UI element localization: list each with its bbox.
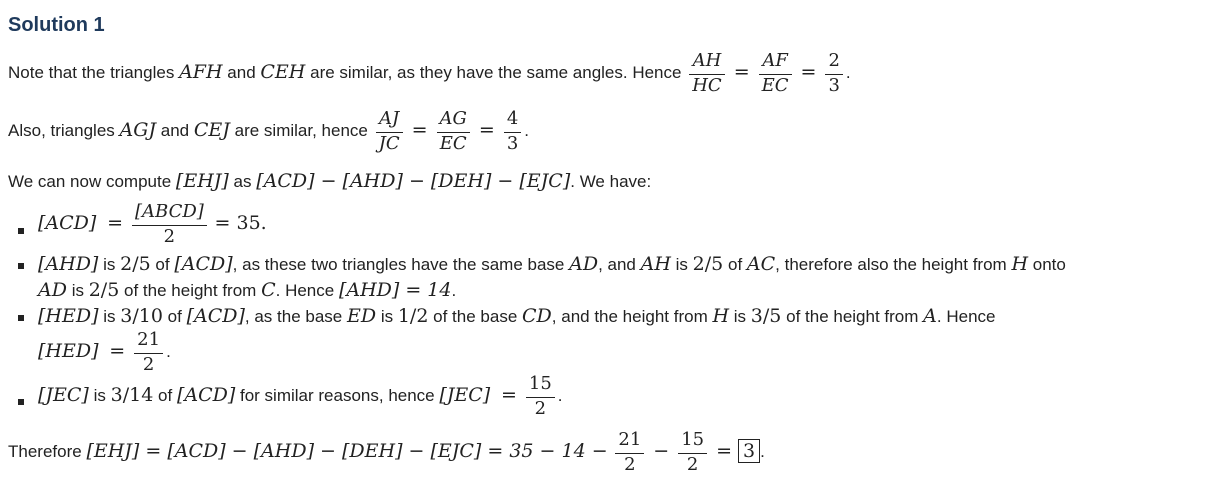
text: , therefore also the height from xyxy=(775,255,1007,274)
math-expression: [ACD] − [AHD] − [DEH] − [EJC] xyxy=(256,170,571,192)
line-final-answer xyxy=(8,430,765,475)
math-number: 2/5 xyxy=(692,253,724,275)
text: of xyxy=(158,386,173,406)
math-expression: [AHD] = 14 xyxy=(338,279,452,301)
period: . xyxy=(557,386,563,406)
math-triangle: CEJ xyxy=(193,119,230,142)
bullet-marker xyxy=(18,228,24,234)
text: is xyxy=(675,255,688,274)
minus: − xyxy=(653,440,670,463)
math-expression: [ACD] xyxy=(176,384,236,407)
math-expression: [EHJ] xyxy=(175,170,229,192)
bullet-marker xyxy=(18,315,24,321)
period: . xyxy=(760,442,765,462)
period: . xyxy=(845,63,851,83)
text: of xyxy=(155,255,170,274)
solution-document xyxy=(8,0,1204,486)
text: onto xyxy=(1032,255,1066,274)
fraction: $\frac{AJ}{JC}$ xyxy=(376,109,403,154)
text: is xyxy=(103,307,116,326)
text: is xyxy=(733,307,747,326)
equals: = xyxy=(716,440,733,463)
math-point: H xyxy=(1011,253,1029,275)
math-segment: AH xyxy=(640,253,671,275)
text: for similar reasons, hence xyxy=(240,386,435,406)
math-triangle: AFH xyxy=(179,61,223,84)
bullet-jec xyxy=(38,374,563,419)
fraction: $\frac{AG}{EC}$ xyxy=(437,109,470,154)
math-expression: [HED] xyxy=(38,305,99,327)
bullet-hed-line2 xyxy=(38,330,171,375)
fraction: $\frac{\text{[ABCD]}}{2}$ xyxy=(132,202,207,247)
math-number: 3/10 xyxy=(120,305,163,327)
equals: = xyxy=(800,61,817,84)
text: of the height from xyxy=(786,307,919,326)
math-expression: [EHJ] = [ACD] − [AHD] − [DEH] − [EJC] = 35 − 14 − xyxy=(86,440,608,463)
math-segment: AD xyxy=(38,279,67,301)
math-expression: [ACD] xyxy=(186,305,245,327)
text: is xyxy=(93,386,106,406)
text: of xyxy=(167,307,182,326)
text: Also, triangles xyxy=(8,121,115,141)
text: of the base xyxy=(433,307,518,326)
fraction: $\frac{4}{3}$ xyxy=(504,109,521,154)
text: , as these two triangles have the same base xyxy=(232,255,565,274)
text: . Hence xyxy=(275,281,335,300)
math-expression: = 35. xyxy=(214,212,267,235)
bullet-ahd-line1 xyxy=(38,253,1066,275)
bullet-acd-area xyxy=(38,202,267,247)
text: , and the height from xyxy=(551,307,708,326)
math-segment: AD xyxy=(569,253,599,275)
solution-heading: Solution 1 xyxy=(8,14,105,36)
equals: = xyxy=(500,384,517,407)
text: Therefore xyxy=(8,442,82,462)
text: are similar, as they have the same angles. Hence xyxy=(310,63,682,83)
math-triangle: CEH xyxy=(260,61,306,84)
bullet-hed-line1 xyxy=(38,305,995,327)
math-number: 3/14 xyxy=(110,384,154,407)
text: . We have: xyxy=(570,172,652,191)
bullet-ahd-line2 xyxy=(38,279,456,301)
text: , as the base xyxy=(244,307,343,326)
math-triangle: AGJ xyxy=(119,119,157,142)
period: . xyxy=(166,342,171,362)
math-segment: ED xyxy=(346,305,377,327)
text: are similar, hence xyxy=(234,121,368,141)
text: of xyxy=(727,255,743,274)
math-expression: [ACD] xyxy=(38,212,97,235)
math-expression: [ACD] xyxy=(174,253,233,275)
text: and xyxy=(160,121,190,141)
text: Note that the triangles xyxy=(8,63,175,83)
text: as xyxy=(233,172,252,191)
fraction: $\frac{15}{2}$ xyxy=(678,430,707,475)
period: . xyxy=(451,281,457,300)
text: of the height from xyxy=(124,281,257,300)
text: . Hence xyxy=(936,307,996,326)
bullet-marker xyxy=(18,263,24,269)
equals: = xyxy=(107,212,123,235)
text: is xyxy=(380,307,394,326)
fraction: $\frac{AF}{EC}$ xyxy=(759,51,792,96)
equals: = xyxy=(411,119,428,142)
text: is xyxy=(103,255,116,274)
math-expression: [JEC] xyxy=(38,384,89,407)
text: We can now compute xyxy=(8,172,172,191)
math-number: 3/5 xyxy=(750,305,782,327)
math-number: 2/5 xyxy=(88,279,120,301)
fraction: $\frac{2}{3}$ xyxy=(825,51,842,96)
math-segment: AC xyxy=(746,253,776,275)
line-similar-triangles-afh-ceh xyxy=(8,51,851,96)
equals: = xyxy=(109,340,126,363)
math-point: C xyxy=(261,279,276,301)
period: . xyxy=(524,121,530,141)
text: and xyxy=(227,63,256,83)
line-compute-ehj xyxy=(8,170,651,192)
math-expression: [HED] xyxy=(38,340,99,363)
math-expression: [JEC] xyxy=(439,384,491,407)
math-point: H xyxy=(712,305,730,327)
fraction: $\frac{AH}{HC}$ xyxy=(689,51,724,96)
math-number: 2/5 xyxy=(120,253,151,275)
math-segment: CD xyxy=(522,305,552,327)
fraction: $\frac{21}{2}$ xyxy=(134,330,163,375)
text: is xyxy=(71,281,84,300)
fraction: $\frac{21}{2}$ xyxy=(615,430,644,475)
math-expression: [AHD] xyxy=(38,253,99,275)
equals: = xyxy=(478,119,495,142)
fraction: $\frac{15}{2}$ xyxy=(526,374,555,419)
bullet-marker xyxy=(18,399,24,405)
text: , and xyxy=(598,255,636,274)
boxed-answer: 3 xyxy=(738,439,760,463)
math-point: A xyxy=(923,305,937,327)
line-similar-triangles-agj-cej xyxy=(8,109,529,154)
equals: = xyxy=(733,61,750,84)
math-number: 1/2 xyxy=(397,305,429,327)
